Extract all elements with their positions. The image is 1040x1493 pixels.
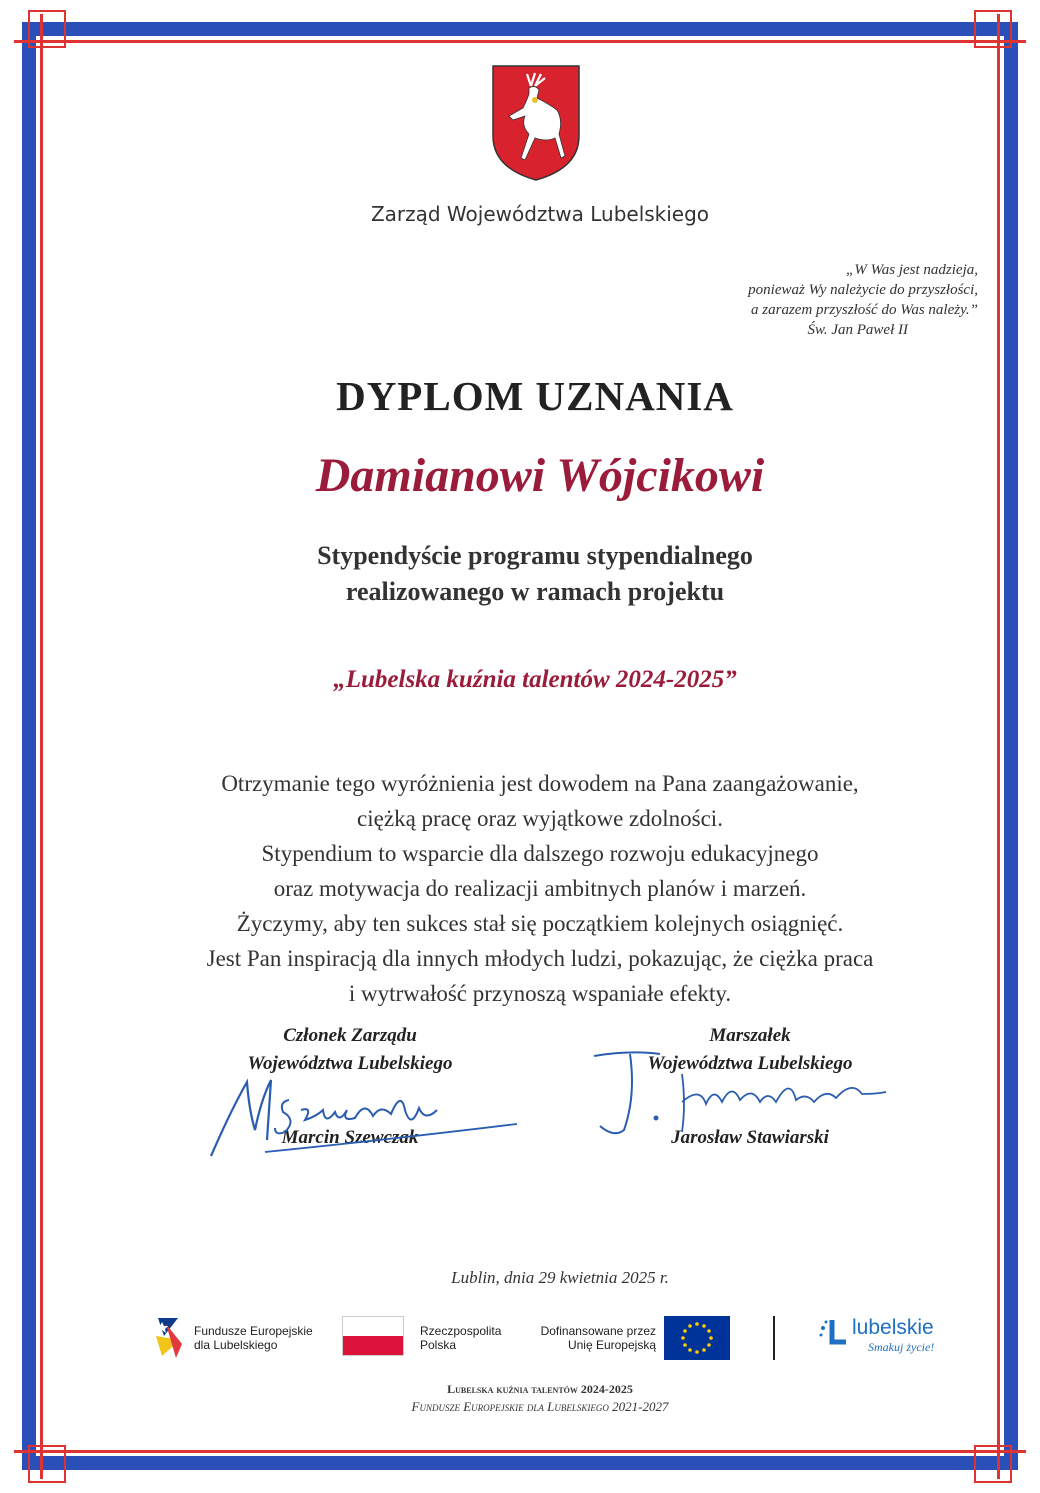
diploma-body	[0, 766, 1040, 1011]
border-red-line-top	[14, 40, 1026, 43]
logo-rzeczpospolita-polska	[342, 1312, 522, 1362]
footer-program-line: Fundusze Europejskie dla Lubelskiego 2021-2027	[411, 1399, 669, 1414]
subtitle-line: realizowanego w ramach projektu	[345, 577, 725, 606]
border-red-line-right	[997, 14, 1000, 1479]
corner-ornament-bottom-left	[28, 1445, 66, 1483]
signatory-role: Członek Zarządu	[283, 1025, 417, 1046]
logo-label: Dofinansowane przez	[540, 1324, 656, 1338]
body-line: ciężką pracę oraz wyjątkowe zdolności.	[357, 806, 723, 831]
quote-author: Św. Jan Paweł II	[807, 322, 908, 338]
corner-ornament-top-right	[974, 10, 1012, 48]
corner-ornament-top-left	[28, 10, 66, 48]
quote-line: a zarazem przyszłość do Was należy.”	[751, 302, 978, 318]
body-line: Otrzymanie tego wyróżnienia jest dowodem na Pana zaangażowanie,	[221, 771, 859, 796]
diploma-subtitle	[0, 538, 1040, 610]
body-line: oraz motywacja do realizacji ambitnych planów i marzeń.	[273, 876, 807, 901]
signatory-name: Marcin Szewczak	[281, 1127, 419, 1148]
footer-project-line: Lubelska kuźnia talentów 2024-2025	[447, 1382, 633, 1396]
footer	[0, 1380, 1040, 1416]
fundusze-europejskie-icon	[152, 1314, 186, 1360]
subtitle-line: Stypendyście programu stypendialnego	[317, 541, 753, 570]
signatory-role: Województwa Lubelskiego	[647, 1053, 853, 1074]
logo-lubelskie	[818, 1316, 948, 1362]
logo-unia-europejska	[528, 1312, 738, 1362]
diploma-title: DYPLOM UZNANIA	[336, 373, 734, 419]
signatory-role: Województwa Lubelskiego	[247, 1053, 453, 1074]
quote-block	[618, 260, 978, 340]
body-line: i wytrwałość przynoszą wspaniałe efekty.	[348, 981, 732, 1006]
lubelskie-icon	[818, 1318, 848, 1348]
body-line: Stypendium to wsparcie dla dalszego rozwoju edukacyjnego	[261, 841, 819, 866]
recipient-name: Damianowi Wójcikowi	[315, 449, 765, 502]
logo-label: Rzeczpospolita	[420, 1324, 502, 1338]
polish-flag-icon	[342, 1316, 404, 1356]
quote-line: ponieważ Wy należycie do przyszłości,	[748, 282, 978, 298]
logo-divider	[773, 1316, 775, 1360]
handwritten-signature-left	[205, 1070, 525, 1165]
logo-label: Polska	[420, 1338, 457, 1352]
body-line: Jest Pan inspiracją dla innych młodych ludzi, pokazując, że ciężka praca	[206, 946, 874, 971]
border-red-line-bottom	[14, 1450, 1026, 1453]
issue-date: Lublin, dnia 29 kwietnia 2025 r.	[451, 1268, 669, 1287]
logo-label: Fundusze Europejskie	[194, 1324, 313, 1338]
lubelskie-tagline: Smakuj życie!	[868, 1340, 935, 1354]
coat-of-arms-icon	[491, 64, 581, 182]
handwritten-signature-right	[590, 1046, 890, 1146]
logo-label: Unię Europejską	[567, 1338, 656, 1352]
quote-line: „W Was jest nadzieja,	[846, 262, 978, 278]
project-name: „Lubelska kuźnia talentów 2024-2025”	[333, 666, 737, 693]
logo-fundusze-europejskie	[152, 1312, 332, 1362]
signatory-role: Marszałek	[709, 1025, 791, 1046]
page-border	[22, 22, 1018, 1470]
logo-label: dla Lubelskiego	[194, 1338, 278, 1352]
lubelskie-name: lubelskie	[852, 1316, 934, 1339]
organization-name: Zarząd Województwa Lubelskiego	[370, 202, 710, 226]
eu-flag-icon	[664, 1316, 730, 1360]
corner-ornament-bottom-right	[974, 1445, 1012, 1483]
signatory-name: Jarosław Stawiarski	[671, 1127, 829, 1148]
body-line: Życzymy, aby ten sukces stał się początkiem kolejnych osiągnięć.	[236, 911, 844, 936]
border-red-line-left	[40, 14, 43, 1479]
